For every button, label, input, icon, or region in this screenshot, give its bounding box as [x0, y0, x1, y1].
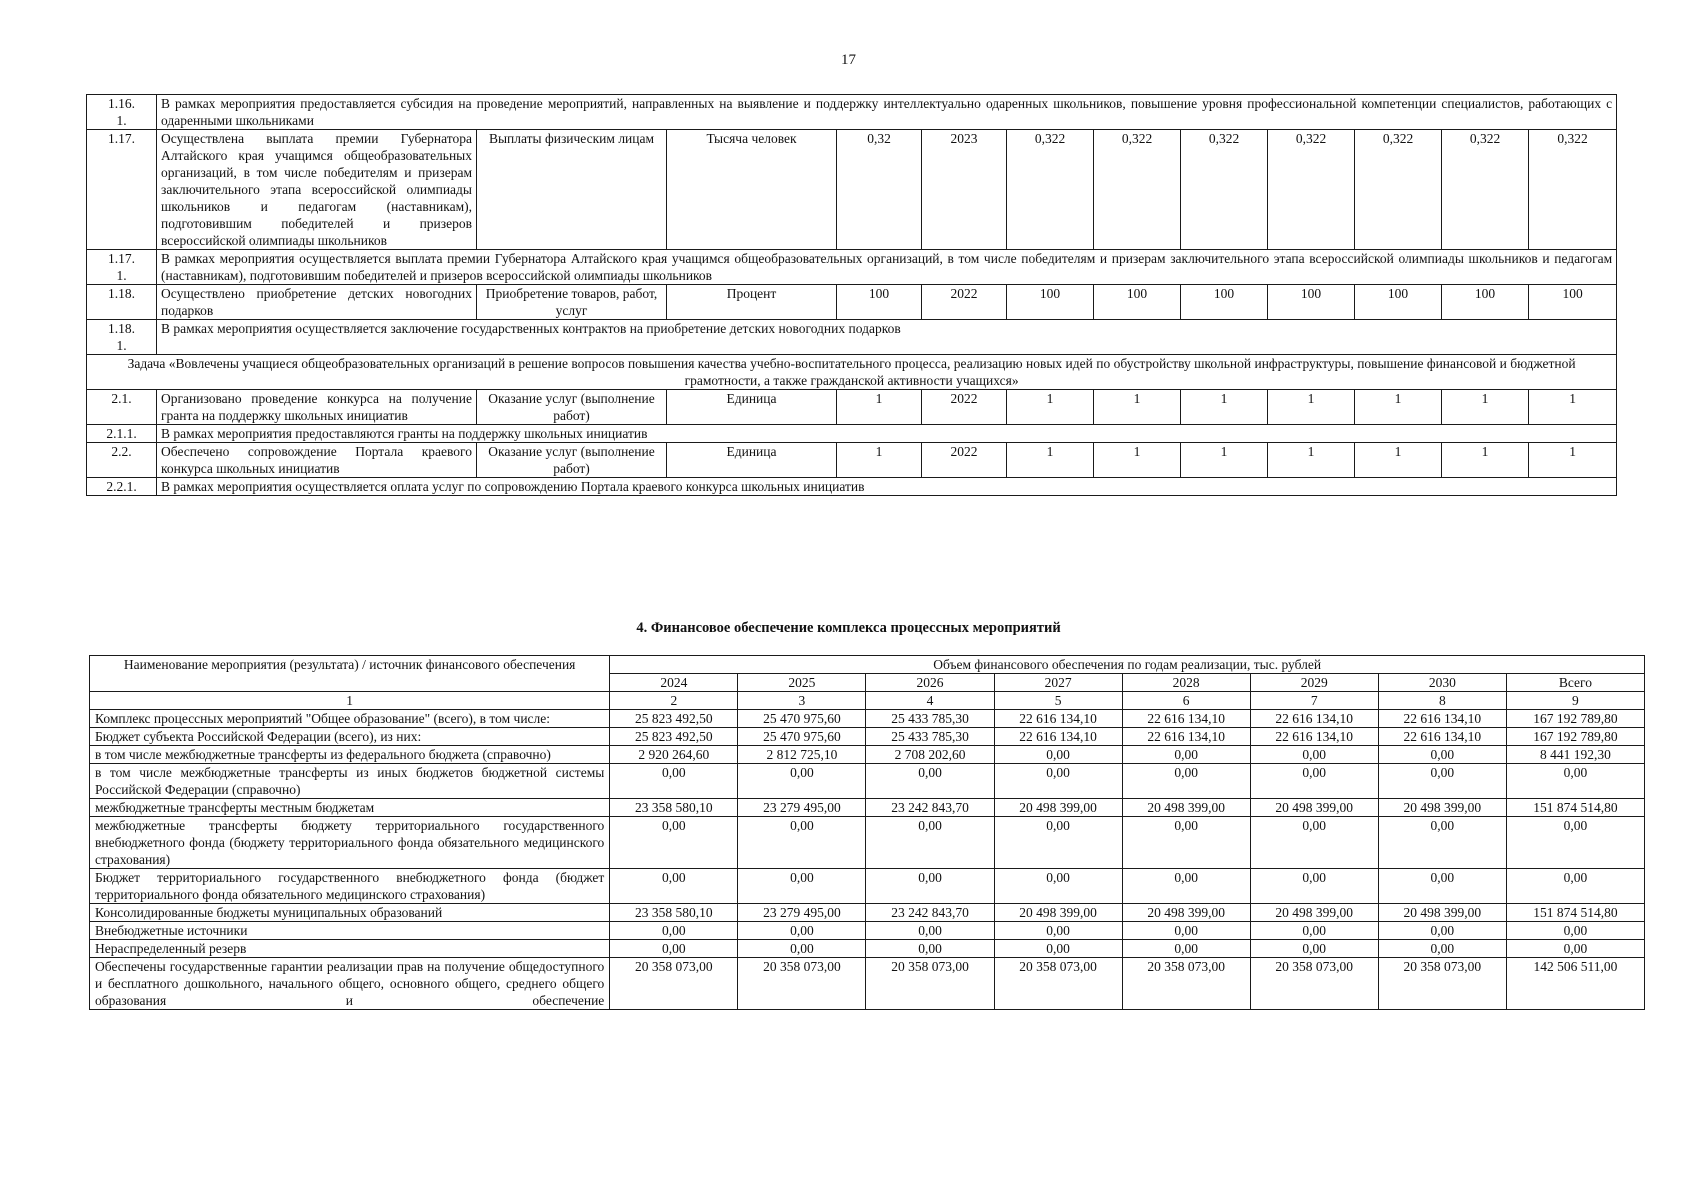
funding-value: 22 616 134,10	[994, 728, 1122, 746]
year-header: Всего	[1506, 674, 1644, 692]
funding-value: 0,00	[738, 922, 866, 940]
year-header: 2030	[1378, 674, 1506, 692]
row-number: 2.2.	[87, 443, 157, 478]
funding-value: 0,00	[1378, 764, 1506, 799]
funding-value: 0,00	[610, 817, 738, 869]
unit: Единица	[667, 390, 837, 425]
funding-value: 22 616 134,10	[994, 710, 1122, 728]
funding-value: 20 358 073,00	[1378, 958, 1506, 1010]
funding-value: 0,00	[1378, 746, 1506, 764]
funding-source: межбюджетные трансферты местным бюджетам	[90, 799, 610, 817]
measure-description-row	[87, 425, 1617, 443]
funding-value: 23 358 580,10	[610, 799, 738, 817]
target-value-3: 1	[1181, 390, 1268, 425]
funding-value: 20 358 073,00	[994, 958, 1122, 1010]
measure-description: В рамках мероприятия осуществляется заключение государственных контрактов на приобретение детских новогодних подарков	[157, 320, 1617, 355]
target-value-6: 1	[1442, 390, 1529, 425]
funding-value: 22 616 134,10	[1122, 710, 1250, 728]
column-number: 1	[90, 692, 610, 710]
target-value-2: 0,322	[1094, 130, 1181, 250]
header-row-1	[90, 656, 1645, 674]
result-name: Осуществлено приобретение детских новогодних подарков	[157, 285, 477, 320]
page-number: 17	[841, 52, 856, 68]
financing-row	[90, 904, 1645, 922]
measure-description: В рамках мероприятия предоставляются гранты на поддержку школьных инициатив	[157, 425, 1617, 443]
funding-source: Консолидированные бюджеты муниципальных образований	[90, 904, 610, 922]
funding-source: Бюджет субъекта Российской Федерации (всего), из них:	[90, 728, 610, 746]
funding-value: 0,00	[1122, 746, 1250, 764]
funding-value: 0,00	[610, 764, 738, 799]
funding-value: 0,00	[1122, 764, 1250, 799]
unit: Единица	[667, 443, 837, 478]
funding-source: Обеспечены государственные гарантии реализации прав на получение общедоступного и бесплатного дошкольного, начального общего, основного общего, среднего общего образования и обеспечение	[90, 958, 610, 1010]
financing-row	[90, 817, 1645, 869]
year-header: 2029	[1250, 674, 1378, 692]
funding-value: 0,00	[1378, 817, 1506, 869]
financing-row	[90, 799, 1645, 817]
measure-description-row	[87, 320, 1617, 355]
funding-value: 22 616 134,10	[1250, 728, 1378, 746]
funding-value: 2 812 725,10	[738, 746, 866, 764]
financing-row	[90, 922, 1645, 940]
target-value-6: 100	[1442, 285, 1529, 320]
base-value: 0,32	[837, 130, 922, 250]
result-type: Приобретение товаров, работ, услуг	[477, 285, 667, 320]
funding-value: 20 358 073,00	[610, 958, 738, 1010]
measure-description: В рамках мероприятия осуществляется выплата премии Губернатора Алтайского края учащимся общеобразовательных организаций, в том числе победителям и призерам заключительного этапа всероссийской олимпиады школьников и педагогам (наставникам), подготовившим победителей и призеров всероссийской олимпиады школьников	[157, 250, 1617, 285]
column-number: 7	[1250, 692, 1378, 710]
base-value: 1	[837, 390, 922, 425]
target-value-2: 100	[1094, 285, 1181, 320]
target-value-6: 1	[1442, 443, 1529, 478]
row-number: 1.17.	[87, 130, 157, 250]
funding-value: 0,00	[994, 746, 1122, 764]
funding-value: 0,00	[1250, 922, 1378, 940]
funding-value: 2 920 264,60	[610, 746, 738, 764]
measure-description: В рамках мероприятия осуществляется оплата услуг по сопровождению Портала краевого конкурса школьных инициатив	[157, 478, 1617, 496]
funding-value: 0,00	[1378, 869, 1506, 904]
funding-value: 0,00	[994, 869, 1122, 904]
financing-row	[90, 764, 1645, 799]
funding-source: Нераспределенный резерв	[90, 940, 610, 958]
funding-value: 23 242 843,70	[866, 799, 994, 817]
funding-value: 0,00	[1506, 940, 1644, 958]
column-number: 2	[610, 692, 738, 710]
indicators-table	[86, 94, 1617, 496]
target-value-4: 1	[1268, 443, 1355, 478]
funding-value: 0,00	[1506, 869, 1644, 904]
funding-value: 22 616 134,10	[1378, 710, 1506, 728]
funding-value: 0,00	[994, 922, 1122, 940]
target-value-5: 1	[1355, 443, 1442, 478]
financing-row	[90, 869, 1645, 904]
funding-value: 20 498 399,00	[1250, 799, 1378, 817]
funding-value: 23 242 843,70	[866, 904, 994, 922]
year-header: 2026	[866, 674, 994, 692]
base-year: 2022	[922, 285, 1007, 320]
funding-value: 0,00	[738, 817, 866, 869]
row-number: 2.2.1.	[87, 478, 157, 496]
funding-value: 0,00	[610, 940, 738, 958]
target-value-5: 1	[1355, 390, 1442, 425]
result-name: Обеспечено сопровождение Портала краевого конкурса школьных инициатив	[157, 443, 477, 478]
target-value-1: 100	[1007, 285, 1094, 320]
row-number: 1.17. 1.	[87, 250, 157, 285]
funding-value: 0,00	[866, 940, 994, 958]
funding-value: 0,00	[1250, 746, 1378, 764]
funding-value: 23 279 495,00	[738, 799, 866, 817]
unit: Тысяча человек	[667, 130, 837, 250]
target-value-3: 0,322	[1181, 130, 1268, 250]
base-year: 2022	[922, 443, 1007, 478]
funding-value: 167 192 789,80	[1506, 710, 1644, 728]
target-value-7: 1	[1529, 390, 1617, 425]
target-value-5: 100	[1355, 285, 1442, 320]
year-header: 2028	[1122, 674, 1250, 692]
financing-table	[89, 655, 1645, 1010]
funding-value: 0,00	[866, 869, 994, 904]
funding-value: 25 470 975,60	[738, 710, 866, 728]
header-name: Наименование мероприятия (результата) / источник финансового обеспечения	[90, 656, 610, 692]
base-year: 2022	[922, 390, 1007, 425]
funding-value: 0,00	[1506, 922, 1644, 940]
funding-value: 20 498 399,00	[1378, 799, 1506, 817]
target-value-7: 100	[1529, 285, 1617, 320]
funding-value: 0,00	[1250, 764, 1378, 799]
result-row	[87, 443, 1617, 478]
funding-source: Бюджет территориального государственного внебюджетного фонда (бюджет территориального фонда обязательного медицинского страхования)	[90, 869, 610, 904]
column-number: 8	[1378, 692, 1506, 710]
target-value-3: 1	[1181, 443, 1268, 478]
measure-description: В рамках мероприятия предоставляется субсидия на проведение мероприятий, направленных на выявление и поддержку интеллектуально одаренных школьников, повышение уровня профессиональной компетенции специалистов, работающих с одаренными школьниками	[157, 95, 1617, 130]
funding-value: 0,00	[994, 764, 1122, 799]
funding-value: 0,00	[1250, 869, 1378, 904]
funding-value: 167 192 789,80	[1506, 728, 1644, 746]
financing-row	[90, 710, 1645, 728]
financing-row	[90, 728, 1645, 746]
funding-value: 0,00	[738, 869, 866, 904]
funding-source: межбюджетные трансферты бюджету территориального государственного внебюджетного фонда (бюджету территориального фонда обязательного медицинского страхования)	[90, 817, 610, 869]
funding-value: 20 498 399,00	[994, 799, 1122, 817]
row-number: 1.16. 1.	[87, 95, 157, 130]
funding-value: 23 279 495,00	[738, 904, 866, 922]
funding-source: Внебюджетные источники	[90, 922, 610, 940]
measure-description-row	[87, 95, 1617, 130]
measure-description-row	[87, 250, 1617, 285]
result-row	[87, 130, 1617, 250]
funding-value: 0,00	[866, 764, 994, 799]
target-value-7: 0,322	[1529, 130, 1617, 250]
funding-value: 0,00	[738, 940, 866, 958]
funding-value: 0,00	[994, 940, 1122, 958]
task-row	[87, 355, 1617, 390]
funding-value: 0,00	[1378, 940, 1506, 958]
result-type: Оказание услуг (выполнение работ)	[477, 390, 667, 425]
funding-value: 0,00	[738, 764, 866, 799]
target-value-4: 100	[1268, 285, 1355, 320]
funding-value: 25 823 492,50	[610, 710, 738, 728]
funding-value: 151 874 514,80	[1506, 799, 1644, 817]
funding-value: 0,00	[1250, 817, 1378, 869]
result-type: Оказание услуг (выполнение работ)	[477, 443, 667, 478]
funding-value: 22 616 134,10	[1378, 728, 1506, 746]
funding-source: в том числе межбюджетные трансферты из иных бюджетов бюджетной системы Российской Федерации (справочно)	[90, 764, 610, 799]
year-header: 2027	[994, 674, 1122, 692]
funding-source: Комплекс процессных мероприятий "Общее образование" (всего), в том числе:	[90, 710, 610, 728]
result-name: Организовано проведение конкурса на получение гранта на поддержку школьных инициатив	[157, 390, 477, 425]
target-value-1: 0,322	[1007, 130, 1094, 250]
column-number: 3	[738, 692, 866, 710]
target-value-4: 1	[1268, 390, 1355, 425]
funding-value: 22 616 134,10	[1122, 728, 1250, 746]
funding-value: 0,00	[866, 922, 994, 940]
target-value-3: 100	[1181, 285, 1268, 320]
target-value-2: 1	[1094, 443, 1181, 478]
funding-value: 20 498 399,00	[1250, 904, 1378, 922]
result-row	[87, 285, 1617, 320]
year-header: 2025	[738, 674, 866, 692]
funding-value: 0,00	[1506, 817, 1644, 869]
funding-value: 20 498 399,00	[994, 904, 1122, 922]
base-year: 2023	[922, 130, 1007, 250]
result-name: Осуществлена выплата премии Губернатора Алтайского края учащимся общеобразовательных организаций, в том числе победителям и призерам заключительного этапа всероссийской олимпиады школьников и педагогам (наставникам), подготовившим победителей и призеров всероссийской олимпиады школьников	[157, 130, 477, 250]
funding-value: 0,00	[1122, 869, 1250, 904]
funding-value: 0,00	[1378, 922, 1506, 940]
funding-value: 0,00	[866, 817, 994, 869]
row-number: 2.1.	[87, 390, 157, 425]
column-number: 9	[1506, 692, 1644, 710]
funding-value: 0,00	[1250, 940, 1378, 958]
funding-value: 0,00	[1122, 940, 1250, 958]
funding-value: 20 358 073,00	[738, 958, 866, 1010]
funding-value: 8 441 192,30	[1506, 746, 1644, 764]
funding-value: 0,00	[1122, 922, 1250, 940]
column-number: 6	[1122, 692, 1250, 710]
row-number: 1.18. 1.	[87, 320, 157, 355]
funding-value: 22 616 134,10	[1250, 710, 1378, 728]
target-value-2: 1	[1094, 390, 1181, 425]
row-number: 1.18.	[87, 285, 157, 320]
funding-value: 25 823 492,50	[610, 728, 738, 746]
column-number: 5	[994, 692, 1122, 710]
target-value-7: 1	[1529, 443, 1617, 478]
header-colnums-row	[90, 692, 1645, 710]
funding-value: 20 498 399,00	[1122, 799, 1250, 817]
result-row	[87, 390, 1617, 425]
result-type: Выплаты физическим лицам	[477, 130, 667, 250]
header-volume: Объем финансового обеспечения по годам реализации, тыс. рублей	[610, 656, 1645, 674]
funding-value: 20 498 399,00	[1378, 904, 1506, 922]
financing-row	[90, 940, 1645, 958]
funding-value: 25 433 785,30	[866, 710, 994, 728]
funding-value: 0,00	[1506, 764, 1644, 799]
funding-value: 151 874 514,80	[1506, 904, 1644, 922]
funding-value: 20 358 073,00	[1122, 958, 1250, 1010]
funding-value: 25 433 785,30	[866, 728, 994, 746]
funding-value: 0,00	[610, 869, 738, 904]
funding-value: 25 470 975,60	[738, 728, 866, 746]
measure-description-row	[87, 478, 1617, 496]
target-value-5: 0,322	[1355, 130, 1442, 250]
funding-value: 0,00	[994, 817, 1122, 869]
funding-source: в том числе межбюджетные трансферты из федерального бюджета (справочно)	[90, 746, 610, 764]
section-heading: 4. Финансовое обеспечение комплекса процессных мероприятий	[636, 620, 1061, 636]
funding-value: 23 358 580,10	[610, 904, 738, 922]
target-value-4: 0,322	[1268, 130, 1355, 250]
funding-value: 142 506 511,00	[1506, 958, 1644, 1010]
base-value: 100	[837, 285, 922, 320]
target-value-6: 0,322	[1442, 130, 1529, 250]
financing-row	[90, 958, 1645, 1010]
funding-value: 0,00	[1122, 817, 1250, 869]
target-value-1: 1	[1007, 390, 1094, 425]
unit: Процент	[667, 285, 837, 320]
funding-value: 20 358 073,00	[866, 958, 994, 1010]
financing-row	[90, 746, 1645, 764]
funding-value: 20 498 399,00	[1122, 904, 1250, 922]
target-value-1: 1	[1007, 443, 1094, 478]
base-value: 1	[837, 443, 922, 478]
funding-value: 0,00	[610, 922, 738, 940]
funding-value: 20 358 073,00	[1250, 958, 1378, 1010]
row-number: 2.1.1.	[87, 425, 157, 443]
task-text: Задача «Вовлечены учащиеся общеобразовательных организаций в решение вопросов повышения качества учебно-воспитательного процесса, реализацию новых идей по обустройству школьной инфраструктуры, повышение финансовой и бюджетной грамотности, а также гражданской активности учащихся»	[87, 355, 1617, 390]
year-header: 2024	[610, 674, 738, 692]
column-number: 4	[866, 692, 994, 710]
funding-value: 2 708 202,60	[866, 746, 994, 764]
